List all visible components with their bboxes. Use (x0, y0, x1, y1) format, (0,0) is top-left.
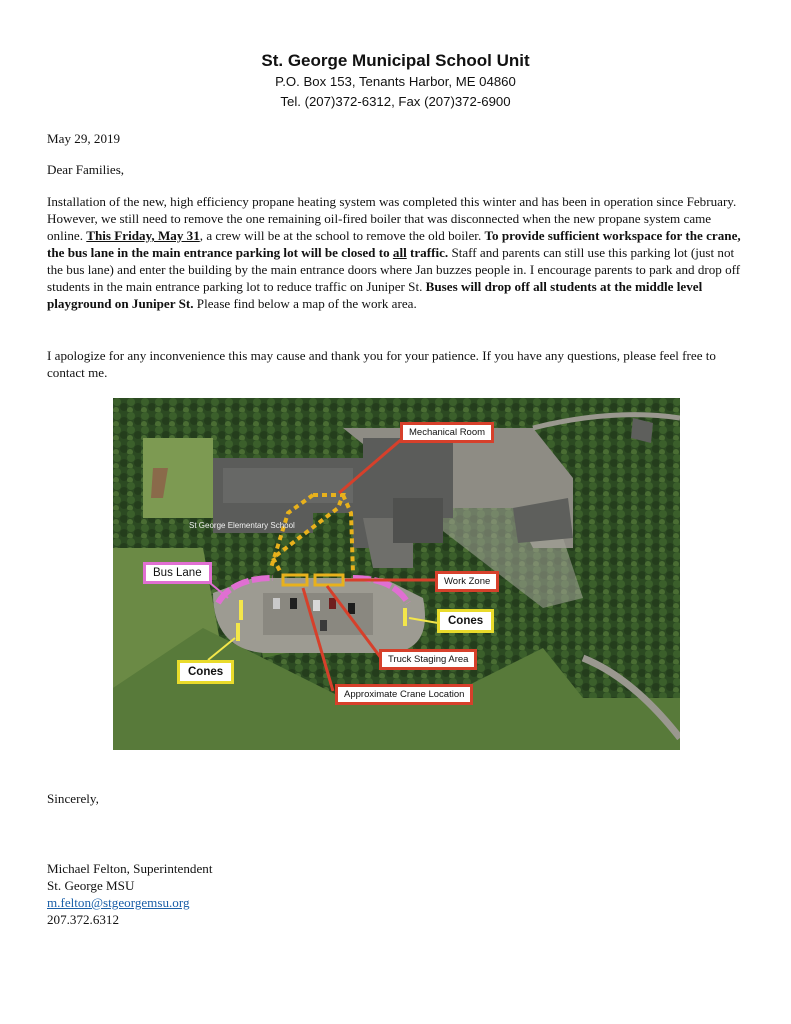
para1-text-3: Staff and parents can still use this parking lot (just not the bus lane) and enter the building by the main entrance doors where Jan buzzes people in. I encourage parents to park and drop off students in the main entrance parking lot to reduce traffic on Juniper St. (47, 245, 741, 294)
closing: Sincerely, (47, 791, 99, 806)
para1-traffic: traffic. (406, 245, 449, 260)
signer-name: Michael Felton, Superintendent (47, 861, 213, 876)
work-zone-label: Work Zone (435, 571, 499, 592)
paragraph-main (47, 193, 747, 312)
para1-all-emphasis: all (392, 245, 407, 260)
school-phone: Tel. (207)372-6312, Fax (207)372-6900 (280, 94, 511, 109)
truck-staging-label: Truck Staging Area (379, 649, 477, 670)
para1-closure-notice: To provide sufficient workspace for the crane, the bus lane in the main entrance parking lot will be closed to (47, 228, 741, 260)
para1-text-1: Installation of the new, high efficiency propane heating system was completed this winter and has been in operation since February. However, we still need to remove the one remaining oil-fired boiler that was disconnected when the new propane system came online. (47, 194, 737, 243)
school-name: St. George Municipal School Unit (261, 51, 530, 70)
bus-lane-label: Bus Lane (143, 562, 212, 584)
building-label: St George Elementary School (189, 521, 295, 530)
paragraph-apology: I apologize for any inconvenience this may cause and thank you for your patience. If you have any questions, please feel free to contact me. (47, 348, 716, 380)
signature-block (47, 860, 747, 928)
para1-text-4: Please find below a map of the work area. (193, 296, 417, 311)
crane-location-label: Approximate Crane Location (335, 684, 473, 705)
letter-date: May 29, 2019 (47, 131, 121, 146)
letterhead (0, 50, 791, 112)
work-area-map (113, 398, 680, 750)
cones-right-label: Cones (437, 609, 494, 633)
school-address: P.O. Box 153, Tenants Harbor, ME 04860 (275, 74, 516, 89)
para1-date-emphasis: This Friday, May 31 (86, 228, 200, 243)
salutation: Dear Families, (47, 162, 125, 177)
mechanical-room-label: Mechanical Room (400, 422, 494, 443)
cones-left-label: Cones (177, 660, 234, 684)
signer-org: St. George MSU (47, 878, 135, 893)
para1-text-2: , a crew will be at the school to remove the old boiler. (199, 228, 485, 243)
para1-bus-notice: Buses will drop off all students at the middle level playground on Juniper St. (47, 279, 703, 311)
email-link[interactable]: m.felton@stgeorgemsu.org (47, 895, 190, 910)
signer-phone: 207.372.6312 (47, 912, 120, 927)
